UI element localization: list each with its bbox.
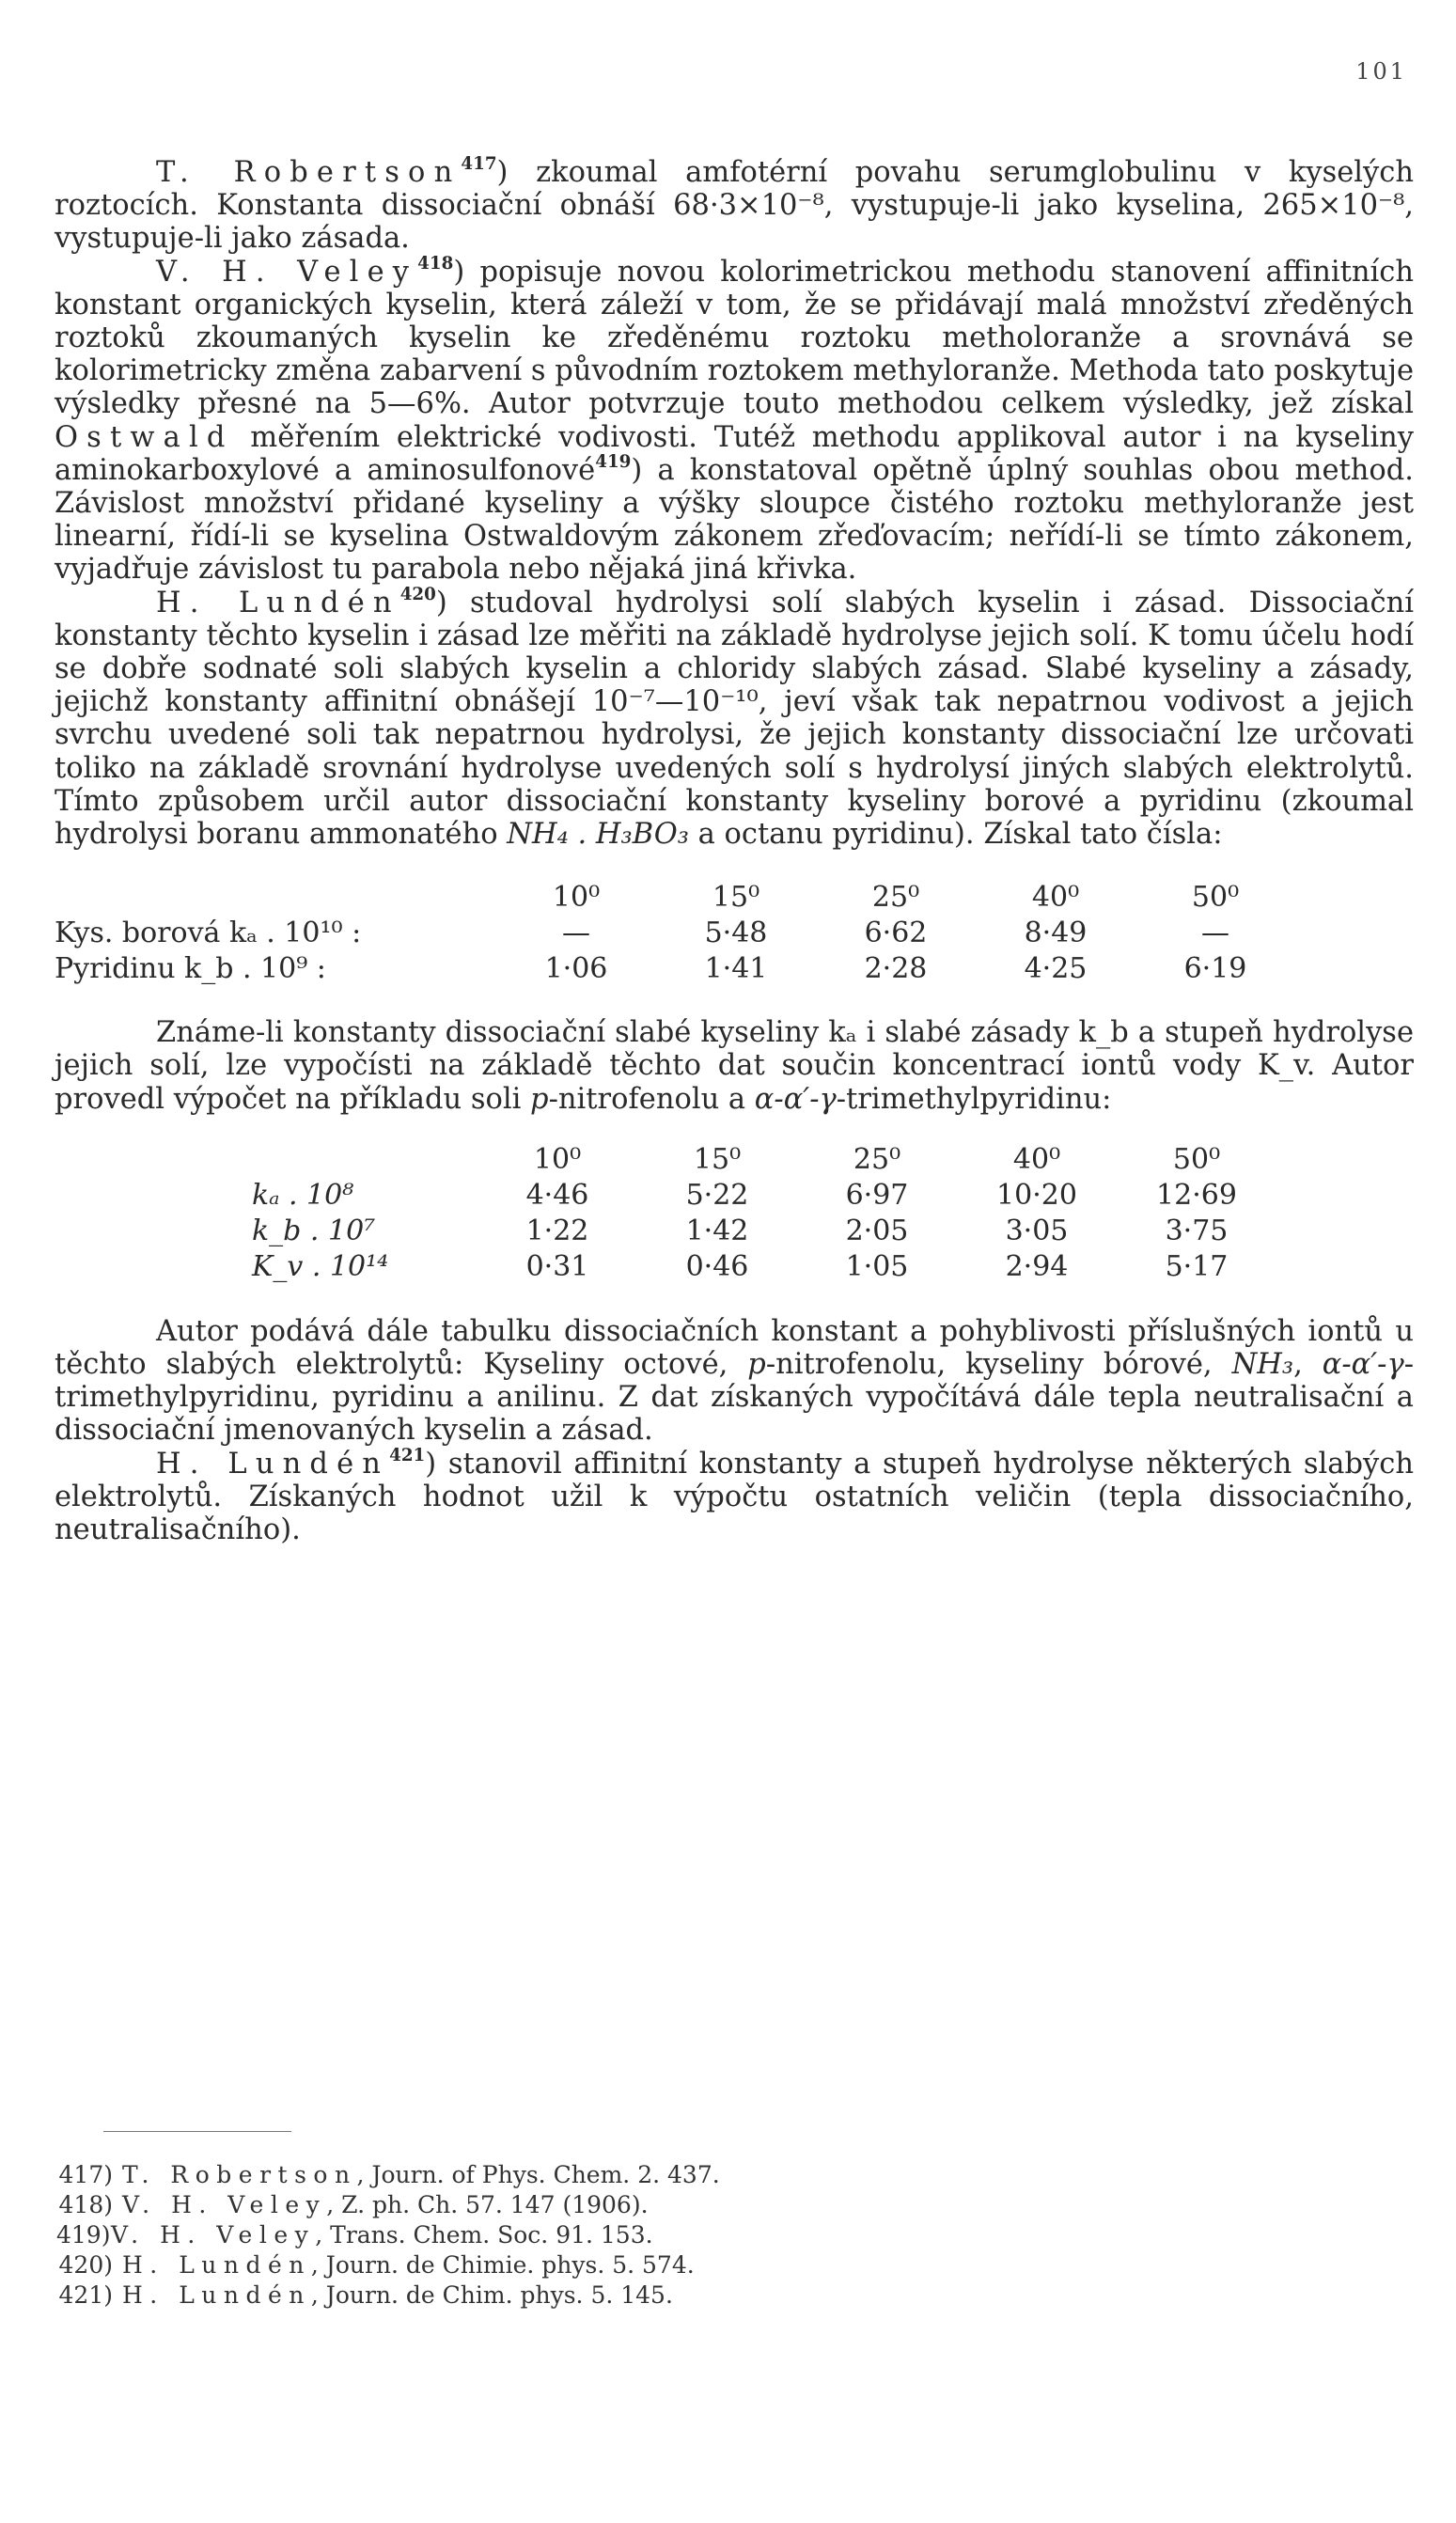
table-row: [55, 950, 1295, 986]
paragraph-mobility: [55, 1315, 1414, 1448]
table-dissociation-constants: [55, 879, 1295, 986]
table-row: [252, 1214, 1276, 1249]
footnote-mark: 420): [58, 2251, 113, 2279]
footnote-mark: 421): [58, 2281, 113, 2309]
footnotes: [56, 2160, 1184, 2311]
page-number: 101: [1355, 58, 1407, 85]
footnote-divider: [103, 2131, 291, 2132]
author-name: H. Lundén: [156, 586, 400, 619]
table-header: 15⁰: [712, 880, 760, 914]
row-label: Kys. borová kₐ . 10¹⁰ :: [55, 916, 362, 949]
footnote-author: H. Lundén: [122, 2281, 311, 2309]
table-cell: 8·49: [1024, 916, 1088, 949]
table-cell: 4·25: [1024, 951, 1088, 985]
paragraph-text: -nitrofenolu, kyseliny bórové,: [765, 1348, 1232, 1382]
footnote-item: [56, 2190, 1184, 2220]
table-row: [55, 915, 1295, 950]
table-cell: 6·97: [845, 1179, 909, 1213]
footnote-ref[interactable]: 418: [417, 253, 454, 274]
paragraph-text: měřením elektrické vodivosti. Tutéž methodu applikoval autor i na kyseliny aminokarboxylové a aminosulfonové: [55, 420, 1414, 487]
table-row: [252, 1249, 1276, 1285]
table-cell: 1·42: [685, 1214, 749, 1248]
footnote-ref[interactable]: 420: [399, 584, 436, 604]
footnote-ref[interactable]: 421: [389, 1445, 426, 1465]
table-header: 10⁰: [552, 880, 601, 914]
table-corner: [252, 1142, 478, 1178]
paragraph-lunden-2: [55, 1445, 1414, 1547]
footnote-ref[interactable]: 417: [461, 154, 497, 175]
paragraph-text: Známe-li konstanty dissociační slabé kyseliny kₐ i slabé zásady k_b a stupeň hydrolyse jejich solí, lze vypočísti na základě těchto dat součin koncentrací iontů vody K_v. Autor provedl výpočet na příkladu soli: [55, 1016, 1414, 1116]
table-cell: 5·22: [685, 1179, 749, 1213]
table-header: 40⁰: [1031, 880, 1080, 914]
table-header-row: [55, 879, 1295, 915]
footnote-text: , Trans. Chem. Soc. 91. 153.: [315, 2221, 653, 2249]
footnote-ref[interactable]: 419: [595, 452, 632, 473]
paragraph-text: -trimethylpyridinu:: [836, 1082, 1112, 1116]
paragraph-text: -nitrofenolu a: [548, 1082, 755, 1116]
footnote-item: [56, 2250, 1184, 2280]
paragraph-text: ,: [1293, 1348, 1323, 1382]
table-cell: 10·20: [996, 1179, 1077, 1213]
table-cell: 3·75: [1165, 1214, 1229, 1248]
table-corner: [55, 879, 496, 915]
author-name: H. Lundén: [156, 1447, 390, 1481]
table-cell: 6·19: [1183, 951, 1247, 985]
table-header: 15⁰: [693, 1143, 742, 1177]
table-header: 25⁰: [853, 1143, 901, 1177]
table-header: 40⁰: [1012, 1143, 1061, 1177]
footnote-mark: 417): [58, 2161, 113, 2188]
paragraph-text: ) a konstatoval opětně úplný souhlas obou method. Závislost množství přidané kyseliny a výšky sloupce čistého roztoku methyloranže jest linearní, řídí-li se kyselina Ostwaldovým zákonem zřeďovacím; neřídí-li se tímto zákonem, vyjadřuje závislost tu parabola nebo nějaká jiná křivka.: [55, 453, 1414, 587]
footnote-text: , Journ. de Chimie. phys. 5. 574.: [310, 2251, 695, 2279]
cited-name: Ostwald: [55, 420, 234, 454]
paragraph-text: ) zkoumal amfotérní povahu serumglobulinu v kyselých roztocích. Konstanta dissociační obnáší 68·3×10⁻⁸, vystupuje-li jako kyselina, 265×10⁻⁸, vystupuje-li jako zásada.: [55, 156, 1414, 256]
italic-prefix: p: [747, 1348, 766, 1382]
table-cell: 12·69: [1156, 1179, 1237, 1213]
footnote-text: , Journ. of Phys. Chem. 2. 437.: [356, 2161, 720, 2188]
table-cell: 1·06: [544, 951, 608, 985]
footnote-author: V. H. Veley: [111, 2221, 316, 2249]
table-cell: 5·17: [1165, 1250, 1229, 1284]
author-name: T. Robertson: [156, 156, 462, 189]
paragraph-text: Autor podává dále tabulku dissociačních konstant a pohyblivosti příslušných iontů u těchto slabých elektrolytů: Kyseliny octové,: [55, 1314, 1414, 1382]
footnote-author: T. Robertson: [122, 2161, 357, 2188]
footnote-item: [56, 2160, 1184, 2190]
row-label: K_v . 10¹⁴: [252, 1250, 389, 1284]
table-ionic-product: [252, 1142, 1276, 1285]
table-cell: 4·46: [525, 1179, 589, 1213]
table-header: 25⁰: [871, 880, 920, 914]
footnote-item: [56, 2220, 1184, 2250]
footnote-text: , Journ. de Chim. phys. 5. 145.: [310, 2281, 673, 2309]
paragraph-text: -trimethylpyridinu, pyridinu a anilinu. Z dat získaných vypočítává dále tepla neutralisační a dissociační jmenovaných kyselin a zásad.: [55, 1348, 1414, 1448]
paragraph-text: a octanu pyridinu). Získal tato čísla:: [688, 818, 1223, 852]
greek-symbols: α-α′-γ: [754, 1082, 837, 1116]
table-cell: 0·31: [525, 1250, 589, 1284]
table-cell: —: [1201, 916, 1229, 949]
table-header: 50⁰: [1191, 880, 1240, 914]
table-header: 50⁰: [1172, 1143, 1221, 1177]
paragraph-robertson: [55, 156, 1414, 256]
footnote-mark: 418): [58, 2191, 113, 2218]
table-cell: 2·05: [845, 1214, 909, 1248]
table-cell: 0·46: [685, 1250, 749, 1284]
table-cell: 1·22: [525, 1214, 589, 1248]
table-cell: 1·05: [845, 1250, 909, 1284]
author-name: V. H. Veley: [156, 255, 418, 289]
chemical-formula: NH₃: [1231, 1348, 1294, 1382]
paragraph-water-product: [55, 1016, 1414, 1116]
paragraph-text: ) popisuje novou kolorimetrickou methodu stanovení affinitních konstant organických kyselin, která záleží v tom, že se přidávají malá množství zředěných roztoků zkoumaných kyselin ke zředěnému roztoku metholoranže a srovnává se kolorimetricky změna zabarvení s původním roztokem methyloranže. Methoda tato poskytuje výsledky přesné na 5—6%. Autor potvrzuje touto methodou celkem výsledky, jež získal: [55, 255, 1414, 421]
italic-prefix: p: [530, 1082, 549, 1116]
footnote-item: [56, 2280, 1184, 2311]
footnote-text: , Z. ph. Ch. 57. 147 (1906).: [326, 2191, 649, 2218]
row-label: k_b . 10⁷: [252, 1214, 376, 1248]
row-label: kₐ . 10⁸: [252, 1179, 354, 1213]
table-row: [252, 1178, 1276, 1214]
table-cell: 1·41: [704, 951, 768, 985]
table-cell: 3·05: [1005, 1214, 1069, 1248]
footnote-author: H. Lundén: [122, 2251, 311, 2279]
table-header-row: [252, 1142, 1276, 1178]
paragraph-lunden-1: [55, 584, 1414, 852]
main-text: [55, 156, 1414, 1546]
table-cell: —: [562, 916, 590, 949]
row-label: Pyridinu k_b . 10⁹ :: [55, 951, 326, 985]
greek-symbols: α-α′-γ: [1322, 1348, 1404, 1382]
table-cell: 2·94: [1005, 1250, 1069, 1284]
paragraph-text: ) studoval hydrolysi solí slabých kyselin i zásad. Dissociační konstanty těchto kyselin i zásad lze měřiti na základě hydrolyse jejich solí. K tomu účelu hodí se dobře sodnaté soli slabých kyselin a chloridy slabých zásad. Slabé kyseliny a zásady, jejichž konstanty affinitní obnášejí 10⁻⁷—10⁻¹⁰, jeví však tak nepatrnou vodivost a jejich svrchu uvedené soli tak nepatrnou hydrolysi, že jejich konstanty dissociační lze určovati toliko na základě srovnání hydrolyse uvedených solí s hydrolysí jiných slabých elektrolytů. Tímto způsobem určil autor dissociační konstanty kyseliny borové a pyridinu (zkoumal hydrolysi boranu ammonatého: [55, 586, 1414, 852]
paragraph-veley: [55, 253, 1414, 587]
footnote-mark: 419): [56, 2221, 111, 2249]
paragraph-text: ) stanovil affinitní konstanty a stupeň hydrolyse některých slabých elektrolytů. Získaných hodnot užil k výpočtu ostatních veličin (tepla dissociačního, neutralisačního).: [55, 1447, 1414, 1547]
footnote-author: V. H. Veley: [122, 2191, 327, 2218]
table-cell: 5·48: [704, 916, 768, 949]
chemical-formula: NH₄ . H₃BO₃: [507, 818, 689, 852]
table-cell: 2·28: [864, 951, 928, 985]
table-header: 10⁰: [533, 1143, 582, 1177]
table-cell: 6·62: [864, 916, 928, 949]
